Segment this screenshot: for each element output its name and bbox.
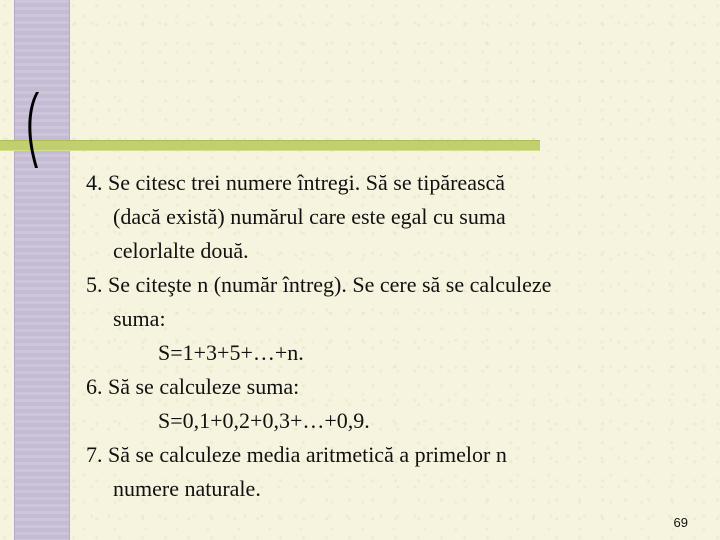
exercise-5-line-2: suma: (113, 306, 166, 331)
exercise-7-line-1: 7. Să se calculeze media aritmetică a primelor n (86, 442, 507, 467)
horizontal-accent-bar (0, 140, 540, 151)
exercise-6-formula: S=0,1+0,2+0,3+…+0,9. (158, 408, 370, 433)
exercise-5-line-1: 5. Se citeşte n (număr întreg). Se cere să se calculeze (86, 272, 552, 297)
exercise-4-line-1: 4. Se citesc trei numere întregi. Să se tipărească (86, 170, 506, 195)
sidebar-stripe (14, 0, 70, 540)
page-number: 69 (673, 515, 688, 530)
exercise-4-line-2: (dacă există) numărul care este egal cu suma (113, 204, 506, 229)
slide-body (86, 166, 696, 506)
exercise-5-formula: S=1+3+5+…+n. (158, 340, 304, 365)
bracket-ornament-icon (22, 90, 52, 170)
exercise-7-line-2: numere naturale. (113, 476, 261, 501)
exercise-4-line-3: celorlalte două. (113, 238, 249, 263)
exercise-6-line-1: 6. Să se calculeze suma: (86, 374, 300, 399)
